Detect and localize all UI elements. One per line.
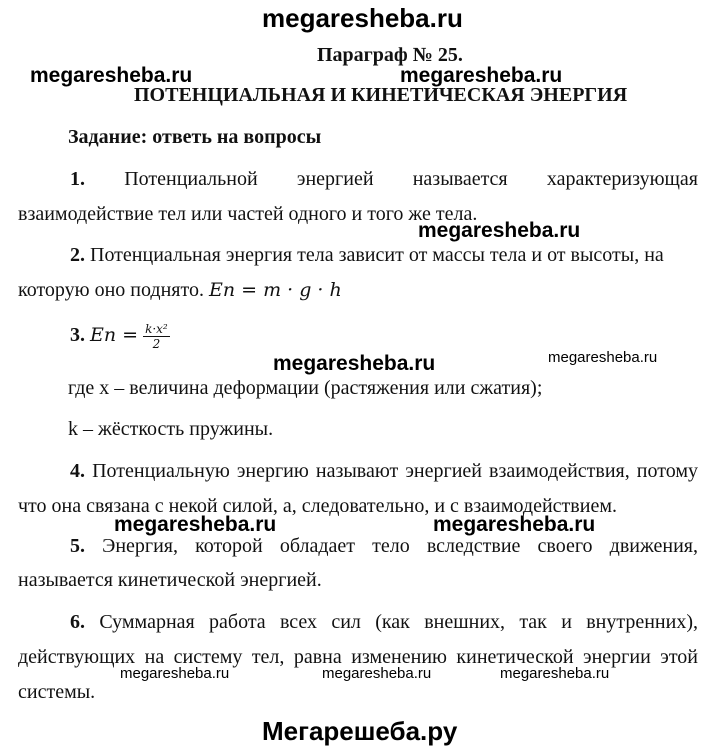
item-2-text: Потенциальная энергия тела зависит от массы тела и от высоты, на xyxy=(90,244,664,266)
item-4 xyxy=(70,460,698,483)
watermark-footer: Мегарешеба.ру xyxy=(262,716,458,746)
watermark-small-b: megaresheba.ru xyxy=(322,665,432,682)
fraction-denominator: 2 xyxy=(152,337,161,351)
item-6-number: 6. xyxy=(70,611,85,633)
item-6-end: системы. xyxy=(18,681,96,703)
section-title: ПОТЕНЦИАЛЬНАЯ И КИНЕТИЧЕСКАЯ ЭНЕРГИЯ xyxy=(134,84,628,106)
item-4-text: Потенциальную энергию называют энергией взаимодействия, потому xyxy=(92,460,698,482)
item-2 xyxy=(70,244,698,267)
item-4-continuation: что она связана с некой силой, а, следовательно, и с взаимодействием. xyxy=(18,495,617,517)
watermark-center: megaresheba.ru xyxy=(273,352,436,375)
item-1-number: 1. xyxy=(70,168,85,190)
item-1-text: Потенциальной энергией называется характеризующая xyxy=(124,168,698,190)
item-5 xyxy=(70,535,698,558)
fraction-numerator: k·x² xyxy=(145,322,168,336)
item-3-number: 3. xyxy=(70,324,85,347)
watermark-left: megaresheba.ru xyxy=(30,64,193,87)
watermark-mid: megaresheba.ru xyxy=(418,219,581,242)
spring-formula-lhs: Eп = xyxy=(90,324,139,347)
task-heading: Задание: ответь на вопросы xyxy=(68,126,322,148)
potential-energy-formula: Eп = m · g · h xyxy=(208,279,342,301)
watermark-right: megaresheba.ru xyxy=(400,64,563,87)
item-2-continuation xyxy=(18,279,342,302)
item-3-deformation: где x – величина деформации (растяжения или сжатия); xyxy=(68,377,543,399)
watermark-left-lower: megaresheba.ru xyxy=(114,513,277,536)
spring-formula-fraction xyxy=(143,322,170,351)
item-2-text-end: которую оно поднято. xyxy=(18,279,204,301)
item-6-text: Суммарная работа всех сил (как внешних, так и внутренних), xyxy=(99,611,698,633)
item-5-text: Энергия, которой обладает тело вследствие своего движения, xyxy=(102,535,699,557)
paragraph-title: Параграф № 25. xyxy=(317,44,463,66)
item-4-number: 4. xyxy=(70,460,85,482)
item-5-number: 5. xyxy=(70,535,85,557)
item-5-continuation: называется кинетической энергией. xyxy=(18,569,322,591)
item-6 xyxy=(70,611,698,634)
item-1-continuation: взаимодействие тел или частей одного и того же тела. xyxy=(18,203,478,225)
watermark-top: megaresheba.ru xyxy=(262,3,463,33)
item-3-stiffness: k – жёсткость пружины. xyxy=(68,418,274,440)
item-6-continuation: действующих на систему тел, равна изменению кинетической энергии этой xyxy=(18,646,698,668)
item-1 xyxy=(70,168,698,191)
watermark-small-a: megaresheba.ru xyxy=(120,665,230,682)
watermark-small-right: megaresheba.ru xyxy=(548,349,658,366)
item-3 xyxy=(70,322,170,351)
watermark-right-lower: megaresheba.ru xyxy=(433,513,596,536)
watermark-small-c: megaresheba.ru xyxy=(500,665,610,682)
item-2-number: 2. xyxy=(70,244,85,266)
